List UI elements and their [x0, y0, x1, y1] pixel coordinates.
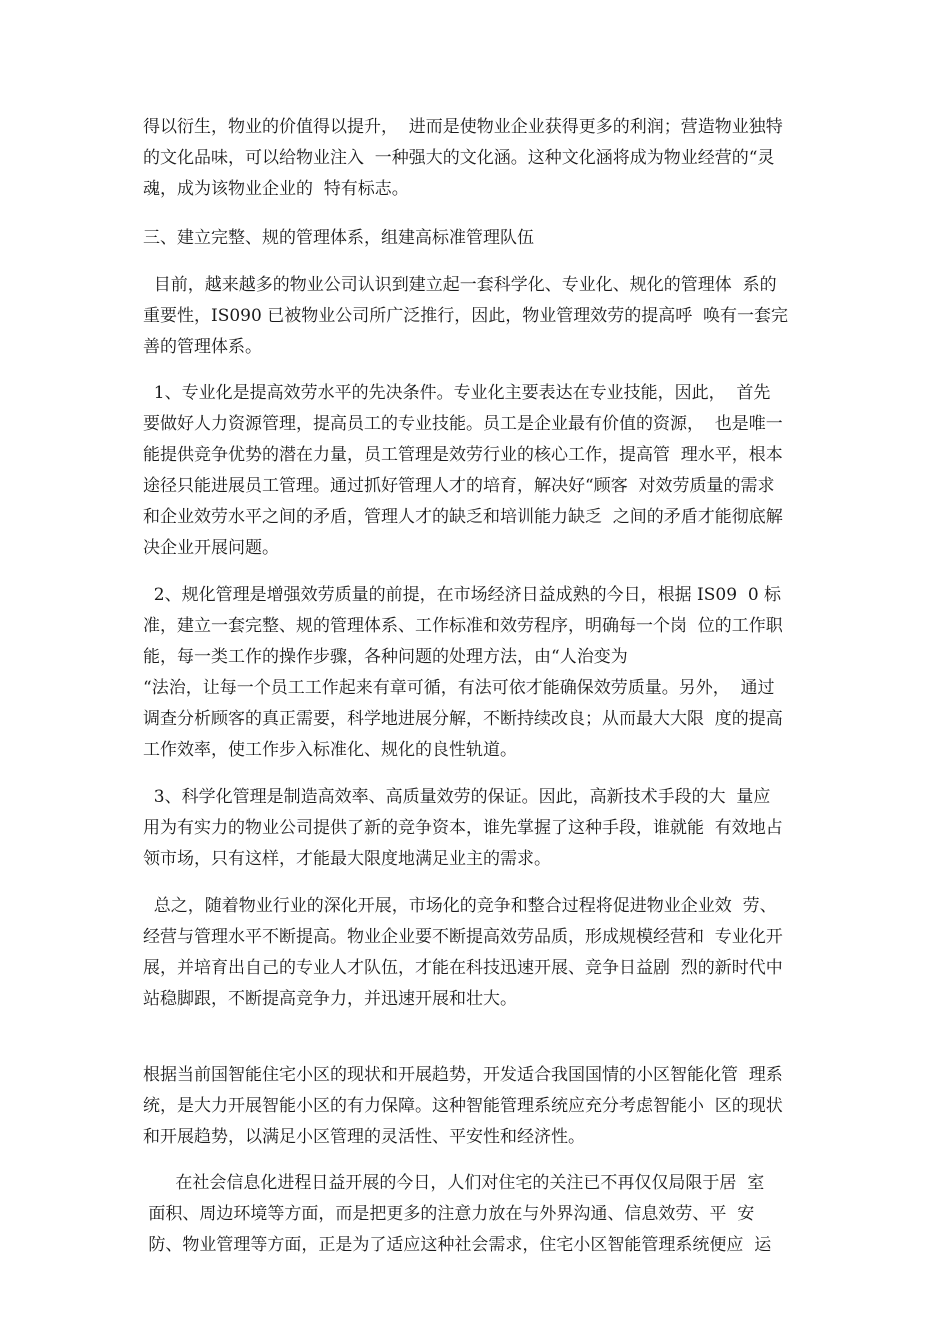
text-line: 和开展趋势，以满足小区管理的灵活性、平安性和经济性。	[143, 1127, 585, 1147]
text-line: 在社会信息化进程日益开展的今日，人们对住宅的关注已不再仅仅局限于居 室	[143, 1173, 765, 1193]
text-line: 准，建立一套完整、规的管理体系、工作标准和效劳程序，明确每一个岗 位的工作职	[143, 616, 783, 636]
text-line: 用为有实力的物业公司提供了新的竞争资本，谁先掌握了这种手段，谁就能 有效地占	[143, 818, 783, 838]
text-line: 途径只能进展员工管理。通过抓好管理人才的培育，解决好“顾客 对效劳质量的需求	[143, 476, 775, 496]
heading-line: 三、建立完整、规的管理体系，组建高标准管理队伍	[143, 228, 534, 248]
text-line: 总之，随着物业行业的深化开展，市场化的竞争和整合过程将促进物业企业效 劳、	[143, 896, 777, 916]
text-line: 工作效率，使工作步入标准化、规化的良性轨道。	[143, 740, 517, 760]
text-line: 1、专业化是提高效劳水平的先决条件。专业化主要表达在专业技能，因此， 首先	[143, 383, 771, 403]
text-line: 要做好人力资源管理，提高员工的专业技能。员工是企业最有价值的资源， 也是唯一	[143, 414, 783, 434]
text-line: 2、规化管理是增强效劳质量的前提，在市场经济日益成熟的今日，根据 IS09 0 标	[143, 585, 782, 605]
text-line: 魂，成为该物业企业的 特有标志。	[143, 179, 409, 199]
text-line: 领市场，只有这样，才能最大限度地满足业主的需求。	[143, 849, 551, 869]
text-line: 面积、周边环境等方面，而是把更多的注意力放在与外界沟通、信息效劳、平 安	[143, 1204, 755, 1224]
text-line: 防、物业管理等方面，正是为了适应这种社会需求，住宅小区智能管理系统便应 运	[143, 1235, 772, 1255]
text-line: 的文化品味，可以给物业注入 一种强大的文化涵。这种文化涵将成为物业经营的“灵	[143, 148, 775, 168]
text-line: 能提供竞争优势的潜在力量，员工管理是效劳行业的核心工作，提高管 理水平，根本	[143, 445, 783, 465]
text-line: 得以衍生，物业的价值得以提升， 进而是使物业企业获得更多的利润；营造物业独特	[143, 117, 783, 137]
text-line: 经营与管理水平不断提高。物业企业要不断提高效劳品质，形成规模经营和 专业化开	[143, 927, 783, 947]
text-line: 和企业效劳水平之间的矛盾，管理人才的缺乏和培训能力缺乏 之间的矛盾才能彻底解	[143, 507, 783, 527]
text-line: 能，每一类工作的操作步骤，各种问题的处理方法，由“人治变为	[143, 647, 628, 667]
text-line: 展，并培育出自己的专业人才队伍，才能在科技迅速开展、竞争日益剧 烈的新时代中	[143, 958, 783, 978]
text-line: 善的管理体系。	[143, 337, 262, 357]
text-line: 统，是大力开展智能小区的有力保障。这种智能管理系统应充分考虑智能小 区的现状	[143, 1096, 783, 1116]
text-line: 决企业开展问题。	[143, 538, 279, 558]
text-line: 目前，越来越多的物业公司认识到建立起一套科学化、专业化、规化的管理体 系的	[143, 275, 777, 295]
text-line: 调查分析顾客的真正需要，科学地进展分解，不断持续改良；从而最大大限 度的提高	[143, 709, 783, 729]
text-line: 站稳脚跟，不断提高竞争力，并迅速开展和壮大。	[143, 989, 517, 1009]
text-line: 重要性，IS090 已被物业公司所广泛推行，因此，物业管理效劳的提高呼 唤有一套完	[143, 306, 789, 326]
text-line: “法治，让每一个员工工作起来有章可循，有法可依才能确保效劳质量。另外， 通过	[143, 678, 775, 698]
text-line: 根据当前国智能住宅小区的现状和开展趋势，开发适合我国国情的小区智能化管 理系	[143, 1065, 783, 1085]
text-line: 3、科学化管理是制造高效率、高质量效劳的保证。因此，高新技术手段的大 量应	[143, 787, 771, 807]
